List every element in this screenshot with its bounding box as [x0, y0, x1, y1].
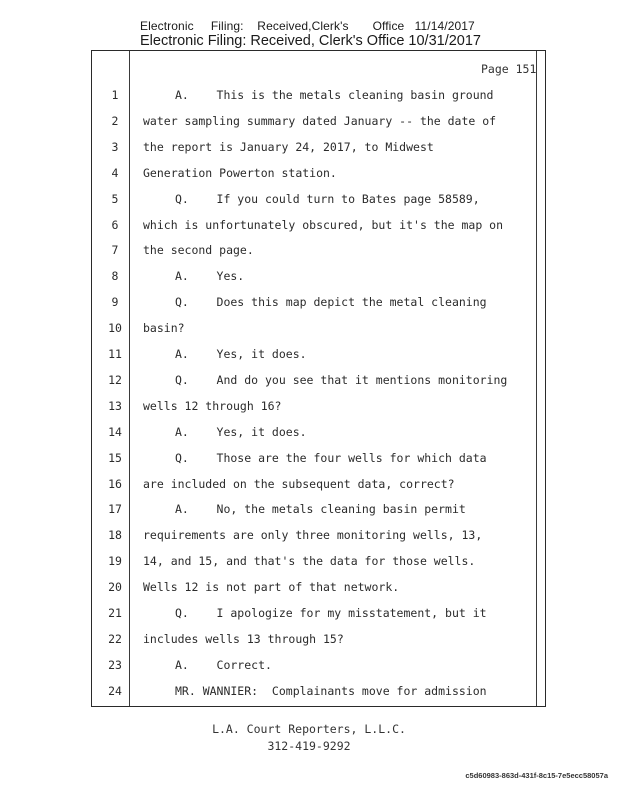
filing-stamp-line-2: Electronic Filing: Received, Clerk's Office 10/31/2017 [140, 33, 481, 49]
line-text: Q. Does this map depict the metal cleaning [175, 295, 487, 310]
transcript-line [0, 166, 618, 184]
transcript-line [0, 580, 618, 598]
line-number: 10 [108, 321, 122, 336]
line-number: 22 [108, 631, 122, 646]
transcript-line [0, 373, 618, 391]
transcript-line [0, 347, 618, 365]
line-number: 3 [111, 139, 119, 154]
line-number: 13 [108, 398, 122, 413]
line-text: wells 12 through 16? [143, 398, 282, 413]
line-number: 20 [108, 580, 122, 595]
line-number: 1 [111, 88, 119, 102]
line-text: includes wells 13 through 15? [143, 631, 344, 646]
document-hash: c5d60983-863d-431f-8c15-7e5ecc58057a [465, 771, 608, 780]
line-number: 19 [108, 554, 122, 569]
line-number: 16 [108, 476, 122, 491]
line-text: water sampling summary dated January -- the date of [143, 113, 497, 128]
transcript-line [0, 114, 618, 132]
transcript-line [0, 658, 618, 676]
line-number: 8 [111, 269, 119, 284]
filing-stamp-line-1: Electronic Filing: Received,Clerk's Office 11/14/2017 [140, 19, 475, 33]
line-number: 7 [111, 243, 119, 258]
transcript-line [0, 632, 618, 650]
line-number: 17 [108, 502, 122, 517]
transcript-line [0, 425, 618, 443]
line-number: 23 [108, 657, 122, 672]
reporter-phone: 312-419-9292 [267, 739, 351, 753]
line-number: 18 [108, 528, 122, 543]
line-number: 4 [111, 165, 119, 180]
line-text: A. Yes, it does. [175, 347, 307, 361]
transcript-line [0, 218, 618, 236]
line-number: 5 [111, 191, 119, 206]
line-text: 14, and 15, and that's the data for those wells. [143, 554, 476, 569]
transcript-line [0, 554, 618, 572]
line-text: Q. If you could turn to Bates page 58589, [175, 191, 480, 206]
transcript-line [0, 477, 618, 495]
line-text: Q. And do you see that it mentions monitoring [175, 372, 508, 387]
reporter-name: L.A. Court Reporters, L.L.C. [212, 722, 406, 736]
transcript-line [0, 684, 618, 702]
line-text: Q. Those are the four wells for which data [175, 450, 487, 465]
line-text: A. This is the metals cleaning basin ground [175, 88, 494, 102]
transcript-line [0, 321, 618, 339]
transcript-line [0, 451, 618, 469]
line-text: Q. I apologize for my misstatement, but it [175, 606, 487, 620]
line-text: the second page. [143, 243, 254, 258]
transcript-line [0, 399, 618, 417]
line-number: 12 [108, 372, 122, 387]
line-number: 14 [108, 424, 122, 439]
line-text: which is unfortunately obscured, but it's the map on [143, 217, 504, 232]
line-text: requirements are only three monitoring wells, 13, [143, 528, 483, 543]
line-number: 6 [111, 217, 119, 232]
transcript-line [0, 606, 618, 624]
transcript-line [0, 269, 618, 287]
line-text: are included on the subsequent data, correct? [143, 476, 455, 491]
line-number: 9 [111, 295, 119, 310]
page-number: Page 151 [481, 62, 537, 76]
line-text: A. Yes. [175, 269, 245, 284]
line-text: the report is January 24, 2017, to Midwest [143, 139, 434, 154]
transcript-line [0, 140, 618, 158]
transcript-line [0, 502, 618, 520]
line-text: basin? [143, 321, 185, 336]
transcript-line [0, 243, 618, 261]
transcript-line [0, 88, 618, 106]
line-text: A. No, the metals cleaning basin permit [175, 502, 466, 517]
line-text: Wells 12 is not part of that network. [143, 580, 400, 595]
line-number: 21 [108, 606, 122, 620]
line-number: 24 [108, 683, 122, 698]
line-number: 2 [111, 113, 119, 128]
line-number: 11 [108, 347, 122, 361]
transcript-line [0, 528, 618, 546]
line-text: A. Yes, it does. [175, 424, 307, 439]
line-number: 15 [108, 450, 122, 465]
line-text: Generation Powerton station. [143, 165, 337, 180]
line-text: A. Correct. [175, 657, 272, 672]
transcript-line [0, 295, 618, 313]
transcript-line [0, 192, 618, 210]
line-text: MR. WANNIER: Complainants move for admission [175, 683, 487, 698]
